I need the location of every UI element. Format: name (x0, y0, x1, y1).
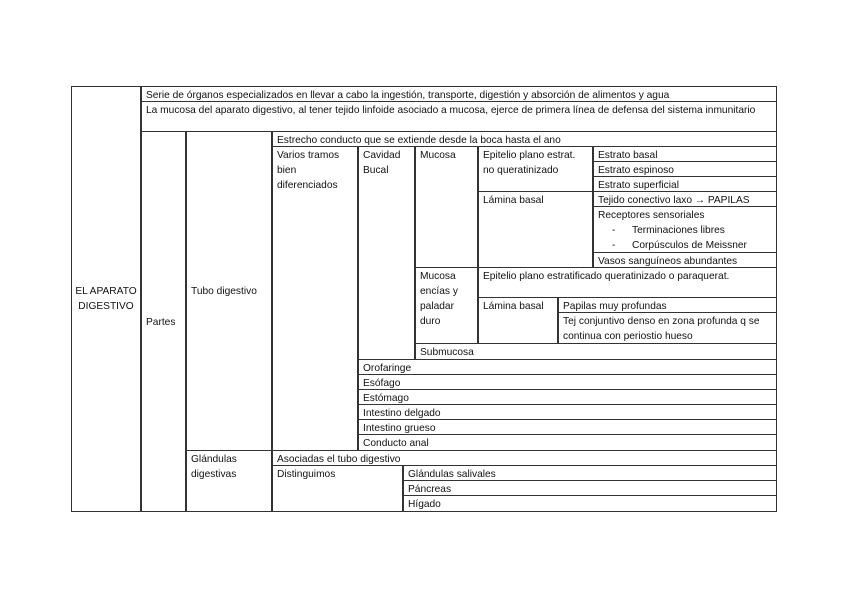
receptores-cell (593, 206, 777, 253)
corpusculos-item: - Corpúsculos de Meissner (598, 238, 773, 253)
mucosa-encias-cell: Mucosa encías y paladar duro (415, 267, 478, 344)
estrato-superficial: Estrato superficial (593, 176, 777, 192)
vasos-sanguineos: Vasos sanguíneos abundantes (593, 252, 777, 268)
partes-cell: Partes (141, 131, 186, 512)
asociadas-row: Asociadas el tubo digestivo (272, 450, 777, 466)
tramo-item: Intestino delgado (358, 404, 777, 420)
estrato-espinoso: Estrato espinoso (593, 161, 777, 177)
epitelio-queratinizado: Epitelio plano estratificado queratinizado o paraquerat. (478, 267, 777, 298)
root-cell (71, 86, 141, 512)
lamina-basal-2-cell: Lámina basal (478, 297, 558, 344)
tramo-item: Conducto anal (358, 434, 777, 451)
lamina-basal-cell: Lámina basal (478, 191, 593, 268)
distinguimos-cell: Distinguimos (272, 465, 403, 512)
tramo-item: Estómago (358, 389, 777, 405)
papilas-profundas: Papilas muy profundas (558, 297, 777, 313)
mucosa-cell: Mucosa (415, 146, 478, 268)
mucosa-defense-row: La mucosa del aparato digestivo, al tener tejido linfoide asociado a mucosa, ejerce de primera línea de defensa del sistema inmunitario (141, 101, 777, 132)
epitelio-no-queratinizado-cell: Epitelio plano estrat. no queratinizado (478, 146, 593, 192)
estrato-basal: Estrato basal (593, 146, 777, 162)
submucosa-cell: Submucosa (415, 343, 777, 360)
definition-row: Serie de órganos especializados en llevar a cabo la ingestión, transporte, digestión y absorción de alimentos y agua (141, 86, 777, 102)
tramo-item: Orofaringe (358, 359, 777, 375)
terminaciones-item: - Terminaciones libres (598, 223, 773, 238)
tej-conjuntivo: Tej conjuntivo denso en zona profunda q se continua con periostio hueso (558, 312, 777, 344)
tejido-conectivo: Tejido conectivo laxo → PAPILAS (593, 191, 777, 207)
tramo-item: Esófago (358, 374, 777, 390)
receptores-label: Receptores sensoriales (598, 210, 705, 221)
tubo-digestivo-cell: Tubo digestivo (186, 131, 272, 451)
tramo-item: Intestino grueso (358, 419, 777, 435)
glandulas-cell: Glándulas digestivas (186, 450, 272, 512)
cavidad-bucal-cell: Cavidad Bucal (358, 146, 415, 360)
glandula-item: Páncreas (403, 480, 777, 496)
glandula-item: Glándulas salivales (403, 465, 777, 481)
tramos-cell: Varios tramos bien diferenciados (272, 146, 358, 451)
root-label: EL APARATO DIGESTIVO (75, 286, 137, 312)
glandula-item: Hígado (403, 495, 777, 512)
tubo-description: Estrecho conducto que se extiende desde la boca hasta el ano (272, 131, 777, 147)
